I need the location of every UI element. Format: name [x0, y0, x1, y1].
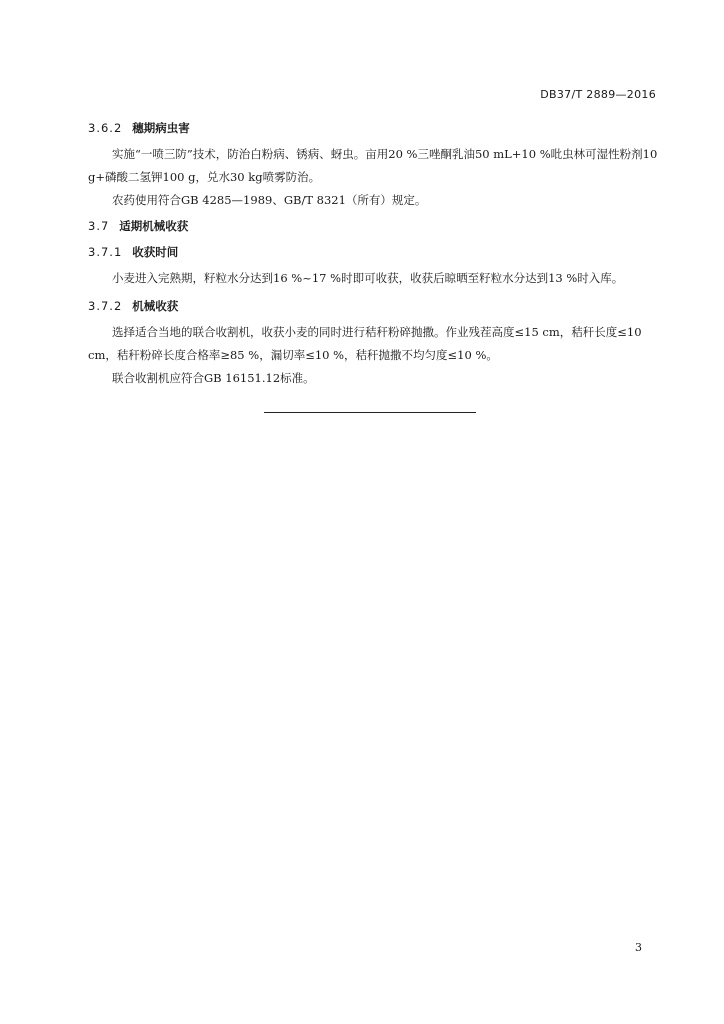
page-number: 3 [635, 941, 642, 954]
section-number: 3.6.2 [88, 121, 123, 135]
heading-3-7 [88, 218, 188, 234]
section-title: 适期机械收获 [119, 219, 189, 233]
section-number: 3.7 [88, 219, 110, 233]
paragraph-harvest-time: 小麦进入完熟期，籽粒水分达到16 %~17 %时即可收获，收获后晾晒至籽粒水分达到13 %时入库。 [112, 271, 624, 285]
section-title: 机械收获 [132, 299, 179, 313]
heading-3-6-2 [88, 120, 190, 136]
paragraph-harvester-standard: 联合收割机应符合GB 16151.12标准。 [112, 371, 315, 385]
heading-3-7-1 [88, 244, 178, 260]
heading-3-7-2 [88, 298, 178, 314]
section-number: 3.7.1 [88, 245, 123, 259]
paragraph-mechanical-harvest: 选择适合当地的联合收割机，收获小麦的同时进行秸秆粉碎抛撒。作业残茬高度≤15 cm，秸秆长度≤10 cm，秸秆粉碎长度合格率≥85 %，漏切率≤10 %，秸秆抛撒不均匀度≤10 %。 [88, 325, 642, 362]
section-title: 收获时间 [132, 245, 179, 259]
paragraph-pest-control: 实施“一喷三防”技术，防治白粉病、锈病、蚜虫。亩用20 %三唑酮乳油50 mL+10 %吡虫林可湿性粉剂10 g+磷酸二氢钾100 g，兑水30 kg喷雾防治。 [88, 147, 658, 184]
section-title: 穗期病虫害 [132, 121, 190, 135]
end-divider [264, 412, 476, 413]
doc-code: DB37/T 2889—2016 [540, 88, 656, 101]
paragraph-pesticide-standard: 农药使用符合GB 4285—1989、GB/T 8321（所有）规定。 [112, 193, 427, 207]
section-number: 3.7.2 [88, 299, 123, 313]
